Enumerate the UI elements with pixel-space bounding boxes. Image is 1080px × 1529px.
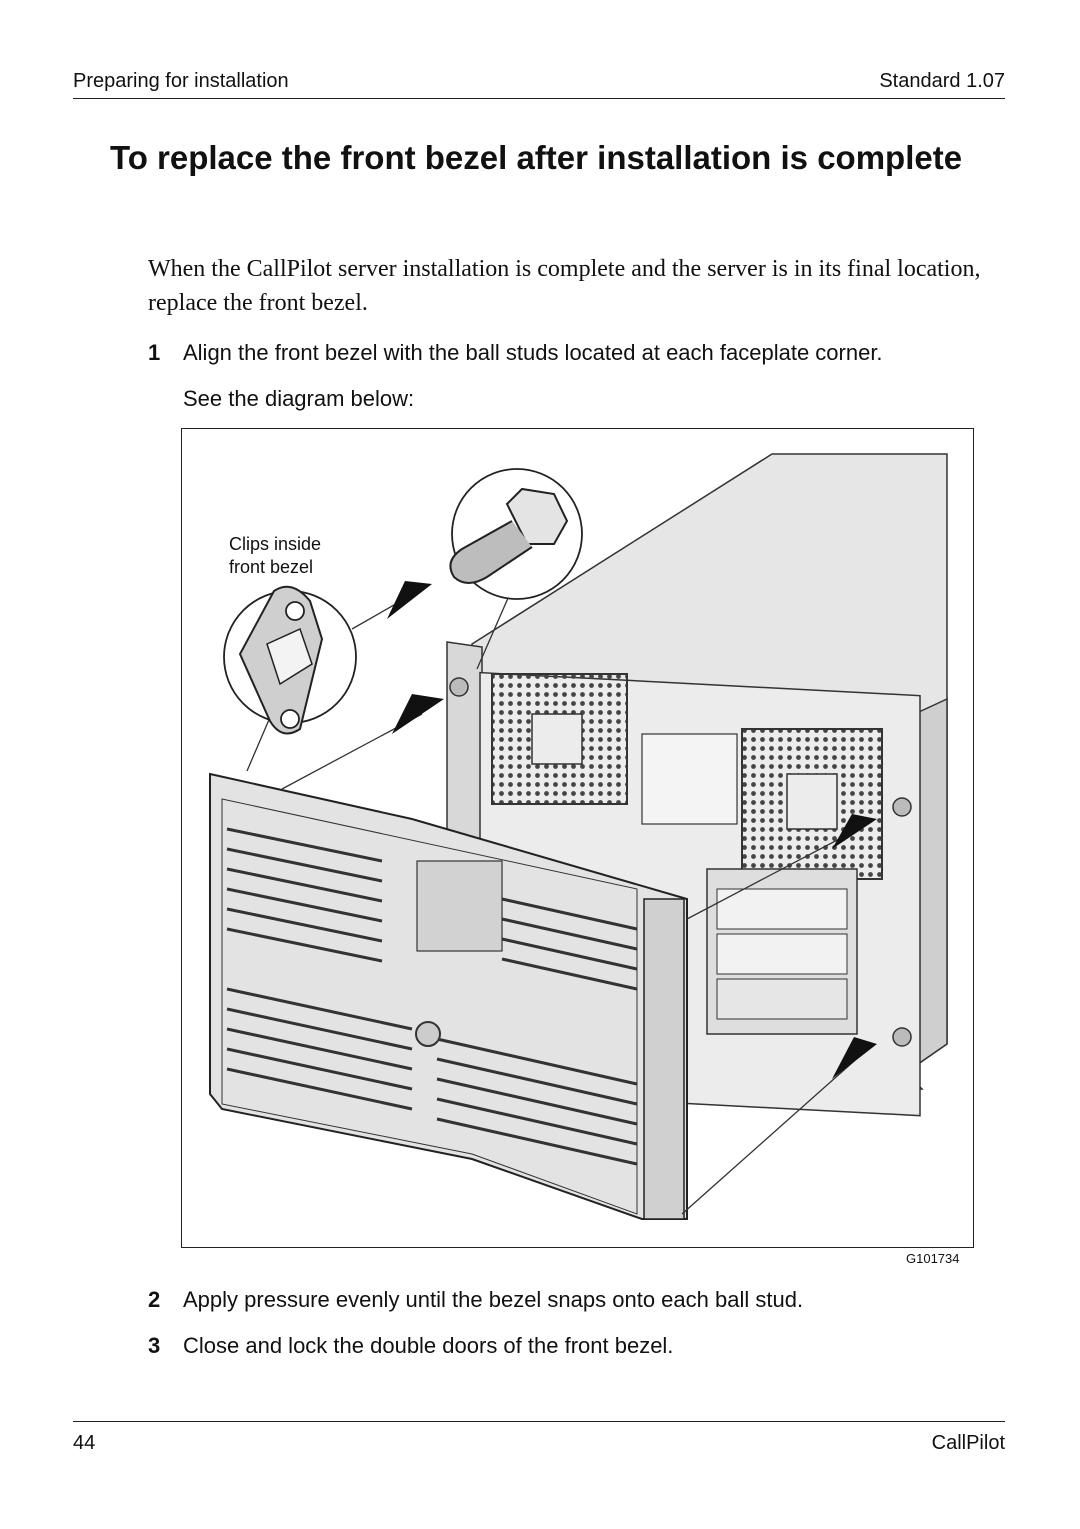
optical-drive-1 bbox=[717, 889, 847, 929]
optical-drive-2 bbox=[717, 934, 847, 974]
fan-left-hub bbox=[532, 714, 582, 764]
bezel-diagram bbox=[181, 428, 974, 1248]
ball-stud-top-right bbox=[893, 798, 911, 816]
footer-rule bbox=[73, 1421, 1005, 1423]
fan-right-hub bbox=[787, 774, 837, 829]
header-version: Standard 1.07 bbox=[879, 70, 1005, 92]
arrow-to-top-left-stud bbox=[392, 694, 444, 734]
step-1-number: 1 bbox=[148, 340, 161, 365]
page-number: 44 bbox=[73, 1432, 96, 1454]
status-panel bbox=[642, 734, 737, 824]
bezel-edge bbox=[644, 899, 684, 1219]
header-section: Preparing for installation bbox=[73, 70, 289, 92]
footer-product: CallPilot bbox=[931, 1432, 1005, 1454]
bezel-lock bbox=[416, 1022, 440, 1046]
arrow-to-stud-zoom bbox=[387, 581, 432, 619]
page-header bbox=[73, 70, 1005, 99]
step-2-text: Apply pressure evenly until the bezel snaps onto each ball stud. bbox=[183, 1287, 804, 1312]
figure-id: G101734 bbox=[906, 1251, 960, 1266]
drive-3 bbox=[717, 979, 847, 1019]
page-title: To replace the front bezel after installation is complete bbox=[110, 139, 963, 176]
step-3-text: Close and lock the double doors of the front bezel. bbox=[183, 1333, 674, 1358]
clips-label: Clips inside front bezel bbox=[229, 534, 322, 577]
intro-paragraph: When the CallPilot server installation is complete and the server is in its final location, replace the front bezel. bbox=[148, 256, 981, 316]
bezel-indicator-panel bbox=[417, 861, 502, 951]
ball-stud-bottom-right bbox=[893, 1028, 911, 1046]
step-2-number: 2 bbox=[148, 1287, 161, 1312]
ball-stud-top-left bbox=[450, 678, 468, 696]
step-1-text: Align the front bezel with the ball studs located at each faceplate corner. bbox=[183, 340, 883, 365]
step-1-subtext: See the diagram below: bbox=[183, 386, 415, 411]
step-3-number: 3 bbox=[148, 1333, 161, 1358]
